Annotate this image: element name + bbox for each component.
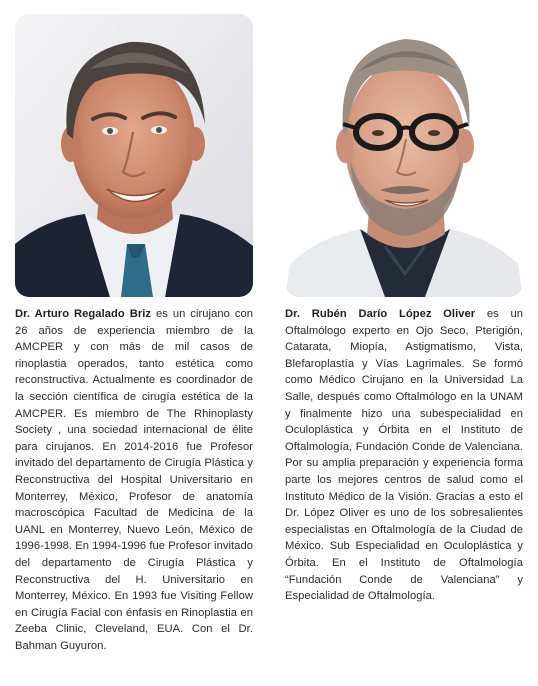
bio-text-lopez-oliver xyxy=(285,306,523,605)
bio-body-lopez-oliver: es un Oftalmólogo experto en Ojo Seco, Pterigión, Catarata, Miopía, Astigmatismo, Vista, Blefaroplastía y Vías Lagrimales. Se formó como Médico Cirujano en la Universidad La Salle, después como Oftalmólogo en la UNAM y finalmente hizo una subespecialidad en Oculoplástica y Órbita en el Instituto de Oftalmología, Fundación Conde de Valenciana. Por su amplia preparación y experiencia forma parte los mejores centros de salud como el Instituto Médico de la Visión. Gracias a esto el Dr. López Oliver es uno de los sobresalientes especialistas en Oftalmología de la Ciudad de México. Sub Especialidad en Oculoplástica y Órbita. En el Instituto de Oftalmología “Fundación Conde de Valenciana” y Especialidad de Oftalmología. xyxy=(285,308,523,603)
portrait-photo-regalado xyxy=(15,14,253,297)
profile-card-lopez-oliver xyxy=(285,14,523,605)
bio-body-regalado: es un cirujano con 26 años de experiencia miembro de la AMCPER y con más de mil casos de rinoplastia operados, tanto estética como reconstructiva. Actualmente es coordinador de la sección científica de cirugía estética de la AMCPER. Es miembro de The Rhinoplasty Society , una sociedad internacional de élite para cirujanos. En 2014-2016 fue Profesor invitado del departamento de Cirugía Plástica y Reconstructiva del Hospital Universitario en Monterrey, México, Profesor de anatomía macroscópica Facultad de Medicina de la UANL en Monterrey, Nuevo León, México de 1996-1998. En 1994-1996 fue Profesor invitado del departamento de Cirugía Plástica y Reconstructiva del H. Universitario en Monterrey, México. En 1993 fue Visiting Fellow en Cirugía Facial con énfasis en Rinoplastia en Zeeba Clinic, Cleveland, EUA. Con el Dr. Bahman Guyuron. xyxy=(15,308,254,652)
portrait-lopez-oliver-illustration xyxy=(285,14,523,297)
bio-text-regalado xyxy=(15,306,253,654)
profile-card-regalado xyxy=(15,14,253,654)
portrait-regalado-illustration xyxy=(15,14,253,297)
doctor-name-regalado: Dr. Arturo Regalado Briz xyxy=(15,308,152,320)
portrait-photo-lopez-oliver xyxy=(285,14,523,297)
doctor-name-lopez-oliver: Dr. Rubén Darío López Oliver xyxy=(285,308,476,320)
